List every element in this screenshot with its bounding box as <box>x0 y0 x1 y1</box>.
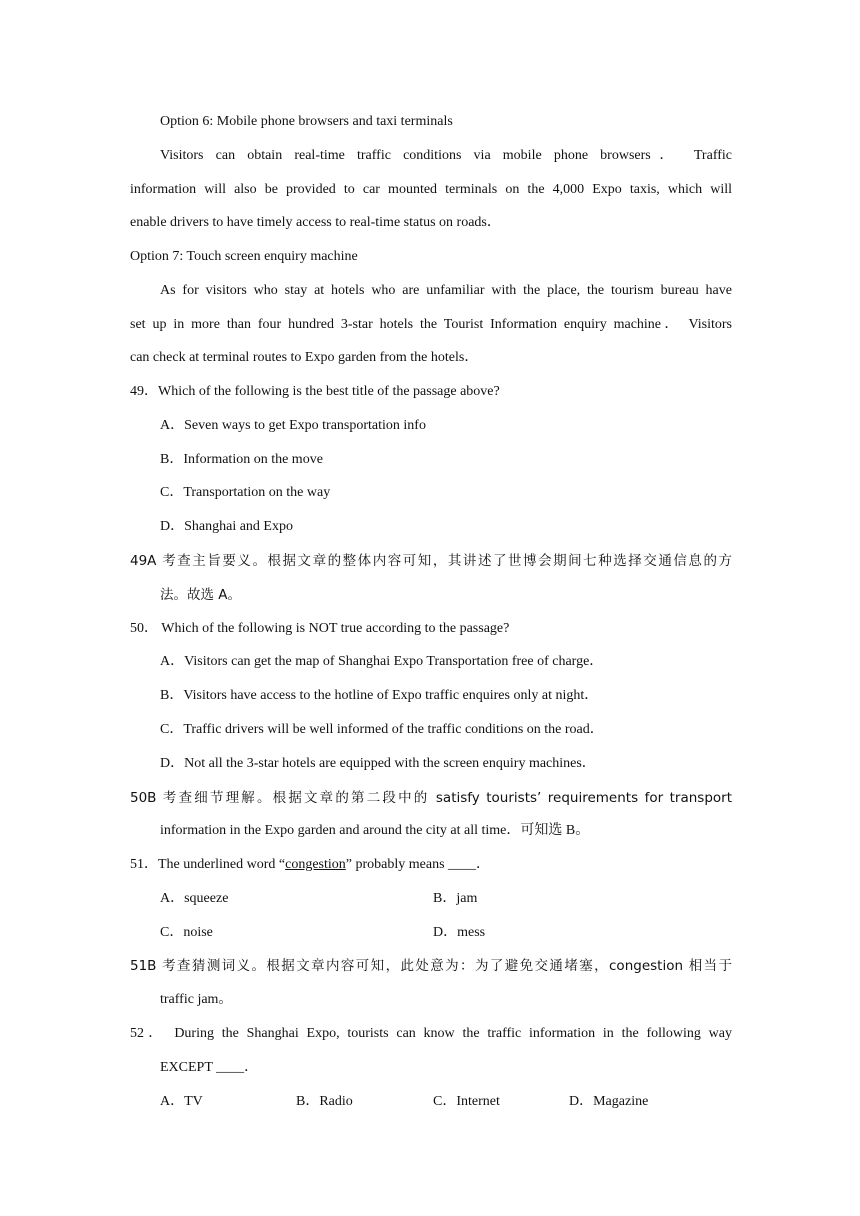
question-52-option-c: C．Internet <box>433 1094 500 1109</box>
question-49-explanation-line1: 49A 考查主旨要义。根据文章的整体内容可知，其讲述了世博会期间七种选择交通信息的方 <box>130 553 732 569</box>
question-52-option-d: D．Magazine <box>569 1094 649 1109</box>
question-52-stem-line1: 52． During the Shanghai Expo, tourists can know the traffic information in the following way <box>130 1026 732 1041</box>
question-50-option-b: B．Visitors have access to the hotline of Expo traffic enquires only at night． <box>160 688 599 703</box>
question-50-explanation-line1: 50B 考查细节理解。根据文章的第二段中的 satisfy tourists’ requirements for transport <box>130 790 732 806</box>
question-49-stem: 49．Which of the following is the best title of the passage above? <box>130 384 500 399</box>
option6-para-line3: enable drivers to have timely access to real-time status on roads． <box>130 215 501 230</box>
option6-title: Option 6: Mobile phone browsers and taxi terminals <box>160 114 453 129</box>
option6-para-line1: Visitors can obtain real-time traffic conditions via mobile phone browsers． Traffic <box>160 148 732 163</box>
question-51-explanation-line2: traffic jam。 <box>160 992 233 1007</box>
question-50-option-d: D．Not all the 3-star hotels are equipped with the screen enquiry machines． <box>160 756 596 771</box>
option7-title: Option 7: Touch screen enquiry machine <box>130 249 358 264</box>
question-51-option-c: C．noise <box>160 925 213 940</box>
question-52-option-a: A．TV <box>160 1094 203 1109</box>
question-50-option-a: A．Visitors can get the map of Shanghai Expo Transportation free of charge． <box>160 654 604 669</box>
question-49-option-b: B．Information on the move <box>160 452 323 467</box>
question-49-explanation-line2: 法。故选 A。 <box>160 587 242 603</box>
question-50-stem: 50． Which of the following is NOT true according to the passage? <box>130 621 510 636</box>
question-51-explanation-line1: 51B 考查猜测词义。根据文章内容可知，此处意为：为了避免交通堵塞，congestion 相当于 <box>130 958 732 974</box>
underlined-word: congestion <box>285 857 346 872</box>
question-49-option-c: C．Transportation on the way <box>160 485 331 500</box>
question-49-option-a: A．Seven ways to get Expo transportation info <box>160 418 426 433</box>
option7-para-line2: set up in more than four hundred 3-star hotels the Tourist Information enquiry machine． Visitors <box>130 317 732 332</box>
question-51-option-d: D．mess <box>433 925 486 940</box>
question-51-option-b: B．jam <box>433 891 478 906</box>
question-52-option-b: B．Radio <box>296 1094 353 1109</box>
option6-para-line2: information will also be provided to car mounted terminals on the 4,000 Expo taxis, which will <box>130 182 732 197</box>
question-51-stem-suffix: ” probably means ____． <box>345 857 491 872</box>
question-52-stem-line2: EXCEPT ____． <box>160 1060 259 1075</box>
question-51-stem-prefix: 51．The underlined word “ <box>130 857 286 872</box>
option7-para-line3: can check at terminal routes to Expo garden from the hotels． <box>130 350 479 365</box>
question-49-option-d: D．Shanghai and Expo <box>160 519 293 534</box>
option7-para-line1: As for visitors who stay at hotels who are unfamiliar with the place, the tourism bureau have <box>160 283 732 298</box>
question-50-option-c: C．Traffic drivers will be well informed of the traffic conditions on the road． <box>160 722 604 737</box>
question-51-stem <box>130 855 490 875</box>
question-51-option-a: A．squeeze <box>160 891 229 906</box>
question-50-explanation-line2: information in the Expo garden and around the city at all time．可知选 B。 <box>160 823 590 838</box>
